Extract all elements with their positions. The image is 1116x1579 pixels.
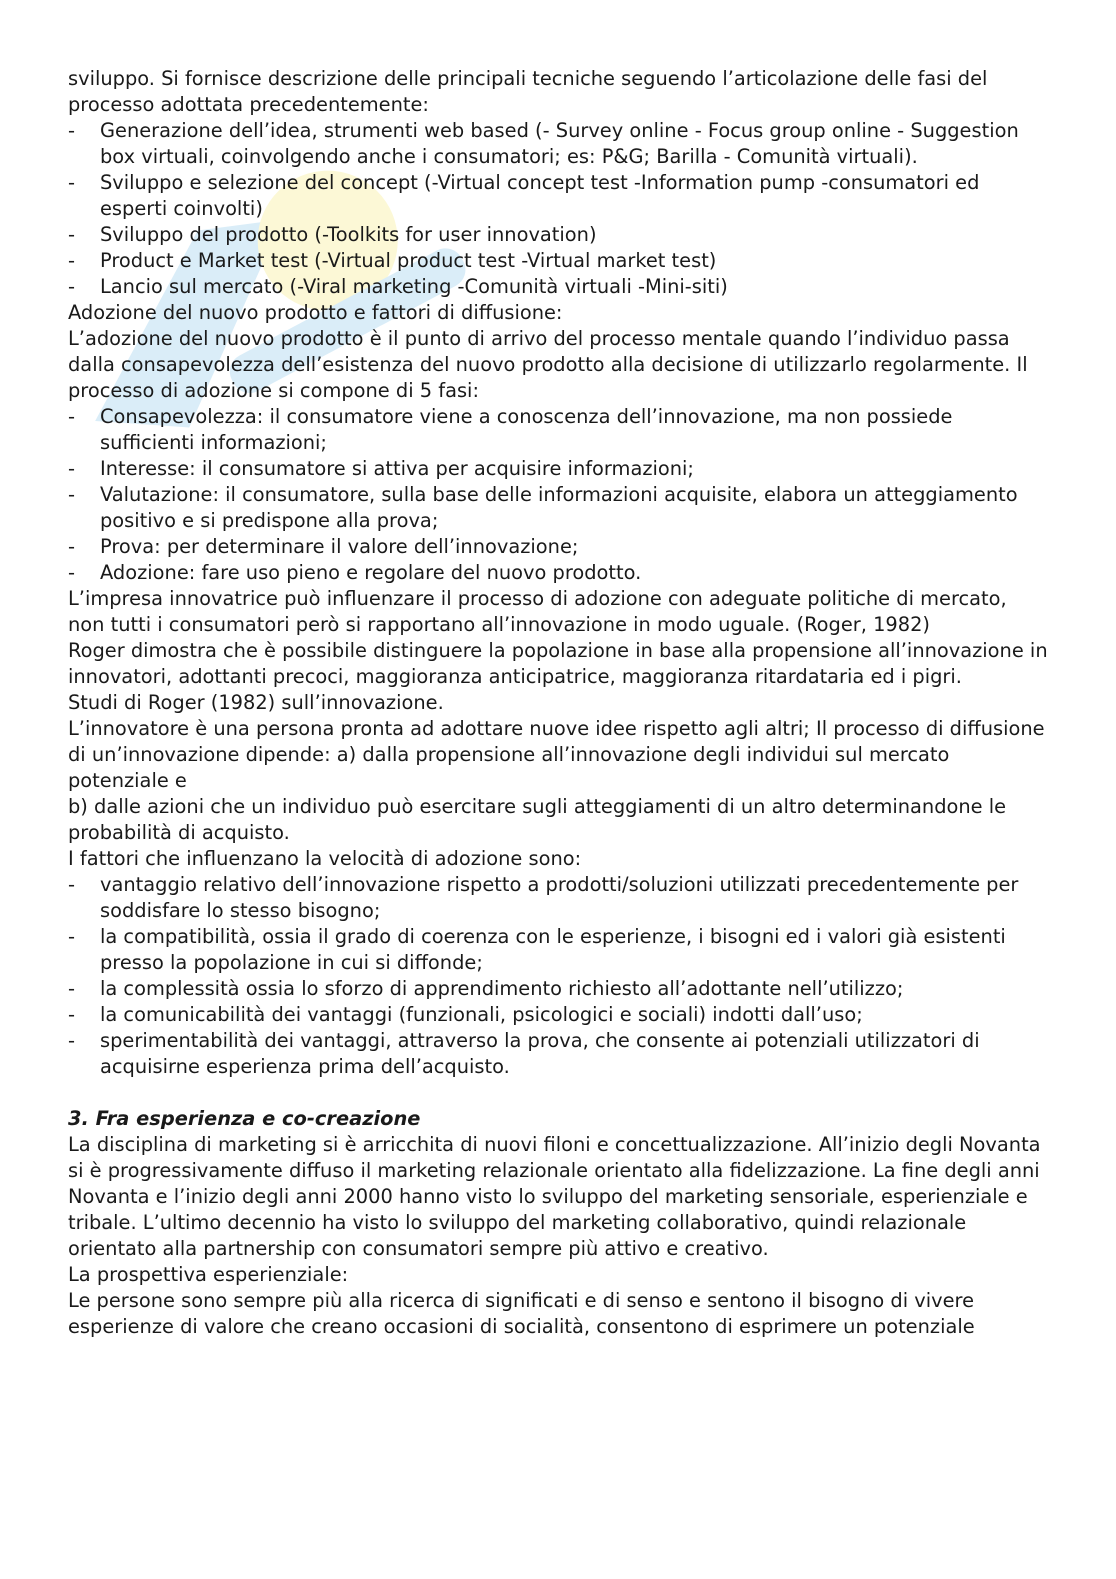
list-item: - Prova: per determinare il valore dell’innovazione;: [68, 535, 579, 558]
bullet-dash: -: [68, 873, 75, 896]
list-item: - Product e Market test (-Virtual product test -Virtual market test): [68, 249, 717, 272]
paragraph-marketing-evolution: La disciplina di marketing si è arricchita di nuovi filoni e concettualizzazione. All’inizio degli Novanta si è progressivamente diffuso il marketing relazionale orientato alla fidelizzazione. La fine degli anni Novanta e l’inizio degli anni 2000 hanno visto lo sviluppo del marketing sensoriale, esperienziale e tribale. L’ultimo decennio ha visto lo sviluppo del marketing collaborativo, quindi relazionale orientato alla partnership con consumatori sempre più attivo e creativo.: [68, 1133, 1041, 1260]
subsection-title-adoption: Adozione del nuovo prodotto e fattori di diffusione:: [68, 301, 563, 324]
bullet-dash: -: [68, 483, 75, 506]
bullet-dash: -: [68, 925, 75, 948]
bullet-list-adoption-phases: [68, 404, 1048, 586]
paragraph-actions: b) dalle azioni che un individuo può esercitare sugli atteggiamenti di un altro determinandone le probabilità di acquisto.: [68, 795, 1007, 844]
list-item: - Consapevolezza: il consumatore viene a conoscenza dell’innovazione, ma non possiede sufficienti informazioni;: [68, 405, 953, 454]
paragraph-influence: L’impresa innovatrice può influenzare il processo di adozione con adeguate politiche di mercato, non tutti i consumatori però si rapportano all’innovazione in modo uguale. (Roger, 1982): [68, 587, 1007, 636]
paragraph-adoption-intro: L’adozione del nuovo prodotto è il punto di arrivo del processo mentale quando l’individuo passa dalla consapevolezza dell’esistenza del nuovo prodotto alla decisione di utilizzarlo regolarmente. Il processo di adozione si compone di 5 fasi:: [68, 327, 1028, 402]
paragraph-experiential-body: Le persone sono sempre più alla ricerca di significati e di senso e sentono il bisogno di vivere esperienze di valore che creano occasioni di socialità, consentono di esprimere un potenziale: [68, 1289, 975, 1338]
bullet-dash: -: [68, 171, 75, 194]
paragraph-roger-b: innovatori, adottanti precoci, maggioranza anticipatrice, maggioranza ritardataria ed i pigri.: [68, 665, 962, 688]
paragraph-innovator: L’innovatore è una persona pronta ad adottare nuove idee rispetto agli altri; Il processo di diffusione di un’innovazione dipende: a) dalla propensione all’innovazione degli individui sul mercato potenziale e: [68, 717, 1045, 792]
list-item: - Interesse: il consumatore si attiva per acquisire informazioni;: [68, 457, 694, 480]
bullet-dash: -: [68, 223, 75, 246]
document-body: [68, 66, 1048, 1340]
list-item: - Lancio sul mercato (-Viral marketing -Comunità virtuali -Mini-siti): [68, 275, 728, 298]
bullet-dash: -: [68, 405, 75, 428]
list-item: - Generazione dell’idea, strumenti web based (- Survey online - Focus group online - Suggestion box virtuali, coinvolgendo anche i consumatori; es: P&G; Barilla - Comunità virtuali).: [68, 119, 1019, 168]
list-item: - la comunicabilità dei vantaggi (funzionali, psicologici e sociali) indotti dall’uso;: [68, 1003, 863, 1026]
bullet-dash: -: [68, 249, 75, 272]
list-item: - vantaggio relativo dell’innovazione rispetto a prodotti/soluzioni utilizzati precedentemente per soddisfare lo stesso bisogno;: [68, 873, 1019, 922]
bullet-list-techniques: [68, 118, 1048, 300]
bullet-dash: -: [68, 457, 75, 480]
bullet-dash: -: [68, 1003, 75, 1026]
list-item: - Sviluppo del prodotto (-Toolkits for user innovation): [68, 223, 597, 246]
list-item: - Sviluppo e selezione del concept (-Virtual concept test -Information pump -consumatori ed esperti coinvolti): [68, 171, 980, 220]
paragraph-experiential-title: La prospettiva esperienziale:: [68, 1263, 349, 1286]
bullet-dash: -: [68, 977, 75, 1000]
list-item: - Adozione: fare uso pieno e regolare del nuovo prodotto.: [68, 561, 642, 584]
bullet-dash: -: [68, 561, 75, 584]
section-heading: 3. Fra esperienza e co-creazione: [68, 1107, 421, 1130]
bullet-dash: -: [68, 275, 75, 298]
paragraph-roger-a: Roger dimostra che è possibile distinguere la popolazione in base alla propensione all’innovazione in: [68, 639, 1048, 662]
paragraph-roger-studies: Studi di Roger (1982) sull’innovazione.: [68, 691, 444, 714]
paragraph-intro: sviluppo. Si fornisce descrizione delle principali tecniche seguendo l’articolazione delle fasi del processo adottata precedentemente:: [68, 67, 988, 116]
bullet-dash: -: [68, 535, 75, 558]
bullet-list-factors: [68, 872, 1048, 1080]
bullet-dash: -: [68, 1029, 75, 1052]
list-item: - la compatibilità, ossia il grado di coerenza con le esperienze, i bisogni ed i valori già esistenti presso la popolazione in cui si diffonde;: [68, 925, 1006, 974]
list-item: - sperimentabilità dei vantaggi, attraverso la prova, che consente ai potenziali utilizzatori di acquisirne esperienza prima dell’acquisto.: [68, 1029, 980, 1078]
list-item: - Valutazione: il consumatore, sulla base delle informazioni acquisite, elabora un atteggiamento positivo e si predispone alla prova;: [68, 483, 1018, 532]
list-item: - la complessità ossia lo sforzo di apprendimento richiesto all’adottante nell’utilizzo;: [68, 977, 904, 1000]
paragraph-factors-intro: I fattori che influenzano la velocità di adozione sono:: [68, 847, 582, 870]
bullet-dash: -: [68, 119, 75, 142]
